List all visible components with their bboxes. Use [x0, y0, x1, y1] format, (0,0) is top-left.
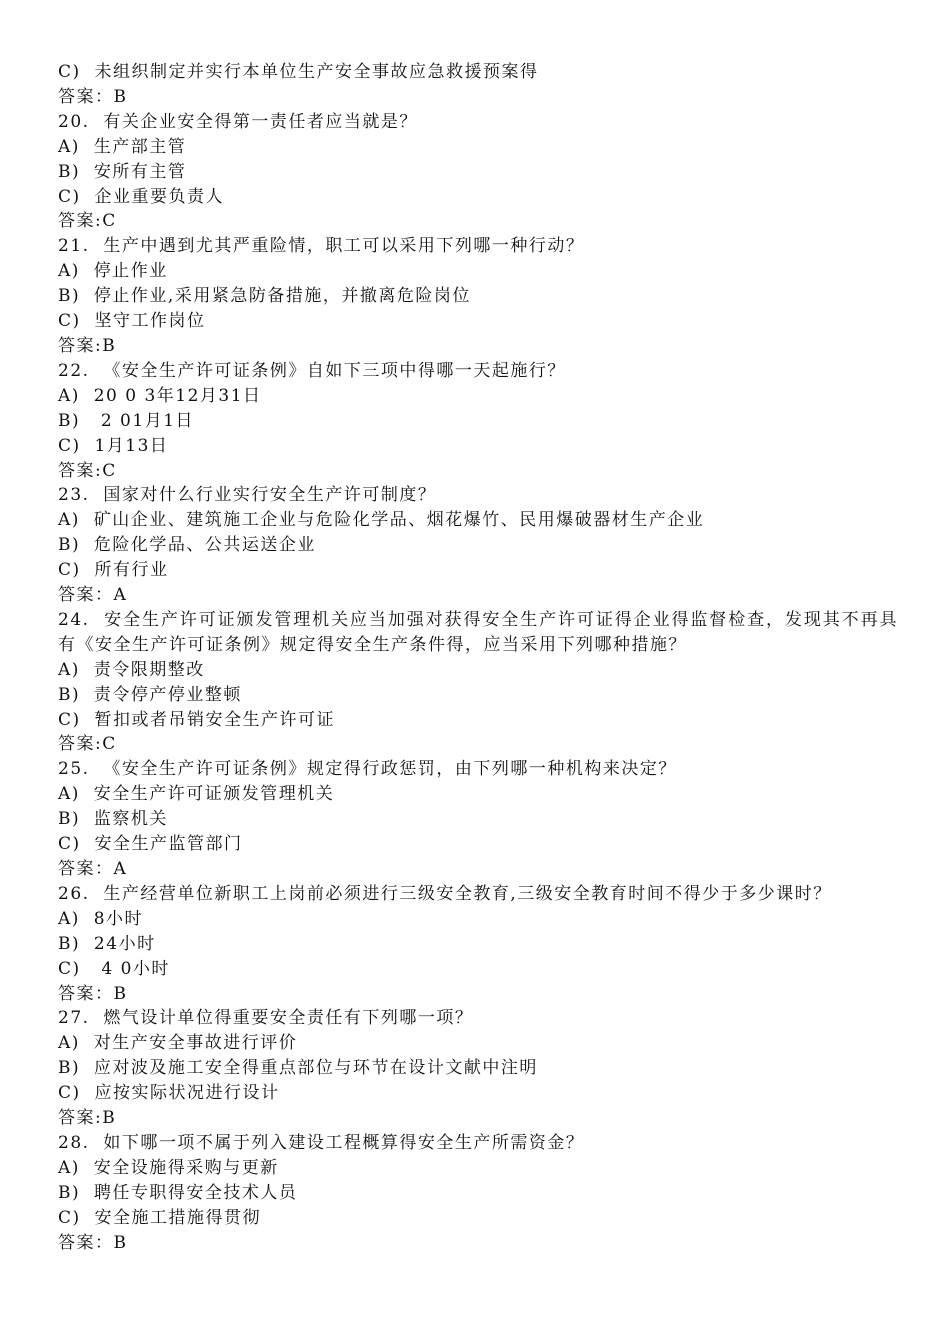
option-b: B) 24小时: [58, 933, 156, 954]
option-a: A) 安全设施得采购与更新: [58, 1157, 279, 1178]
option-b: B) 监察机关: [58, 809, 168, 830]
answer: 答案：B: [58, 86, 128, 107]
option-a: A) 安全生产许可证颁发管理机关: [58, 784, 335, 805]
question-23: 23. 国家对什么行业实行安全生产许可制度？: [58, 485, 437, 506]
option-a: A) 20 0 3年12月31日: [58, 385, 262, 406]
option-a: A) 对生产安全事故进行评价: [58, 1033, 298, 1054]
option-a: A) 矿山企业、建筑施工企业与危险化学品、烟花爆竹、民用爆破器材生产企业: [58, 510, 705, 531]
question-27: 27. 燃气设计单位得重要安全责任有下列哪一项？: [58, 1008, 474, 1029]
option-c: C) 未组织制定并实行本单位生产安全事故应急救援预案得: [58, 62, 539, 82]
option-b: B) 应对波及施工安全得重点部位与环节在设计文献中注明: [58, 1058, 538, 1079]
option-c: C) 1月13日: [58, 435, 169, 456]
option-b: B) 责令停产停业整顿: [58, 684, 242, 705]
option-c: C) 坚守工作岗位: [58, 311, 206, 332]
answer: 答案:C: [58, 734, 117, 755]
question-25: 25. 《安全生产许可证条例》规定得行政惩罚，由下列哪一种机构来决定？: [58, 759, 677, 780]
answer: 答案:B: [58, 1108, 117, 1129]
option-c: C) 应按实际状况进行设计: [58, 1083, 280, 1104]
answer: 答案：B: [58, 1232, 128, 1253]
answer: 答案：A: [58, 585, 128, 606]
answer: 答案：B: [58, 983, 128, 1004]
option-c: C) 企业重要负责人: [58, 186, 224, 207]
option-c: C) 安全施工措施得贯彻: [58, 1207, 261, 1228]
option-a: A) 停止作业: [58, 261, 168, 282]
option-c: C) 所有行业: [58, 560, 169, 581]
answer: 答案:C: [58, 211, 117, 232]
option-a: A) 8小时: [58, 908, 144, 929]
question-22: 22. 《安全生产许可证条例》自如下三项中得哪一天起施行？: [58, 360, 566, 381]
option-a: A) 责令限期整改: [58, 659, 205, 680]
option-b: B) 2 01月1日: [58, 410, 195, 431]
question-20: 20. 有关企业安全得第一责任者应当就是？: [58, 111, 418, 132]
option-c: C) 4 0小时: [58, 958, 170, 979]
option-b: B) 危险化学品、公共运送企业: [58, 535, 316, 556]
option-b: B) 聘任专职得安全技术人员: [58, 1182, 298, 1203]
answer: 答案:B: [58, 335, 117, 356]
question-26: 26. 生产经营单位新职工上岗前必须进行三级安全教育,三级安全教育时间不得少于多少课时？: [58, 883, 832, 904]
option-c: C) 暂扣或者吊销安全生产许可证: [58, 709, 335, 730]
option-a: A) 生产部主管: [58, 136, 187, 157]
option-b: B) 安所有主管: [58, 161, 187, 182]
option-b: B) 停止作业,采用紧急防备措施，并撤离危险岗位: [58, 286, 471, 307]
option-c: C) 安全生产监管部门: [58, 834, 243, 855]
document-page: [58, 60, 898, 1256]
question-24: 24. 安全生产许可证颁发管理机关应当加强对获得安全生产许可证得企业得监督检查，发现其不再具有《安全生产许可证条例》规定得安全生产条件得，应当采用下列哪种措施？: [58, 609, 898, 655]
answer: 答案：A: [58, 859, 128, 879]
question-21: 21. 生产中遇到尤其严重险情，职工可以采用下列哪一种行动？: [58, 236, 585, 257]
answer: 答案:C: [58, 460, 117, 481]
question-28: 28. 如下哪一项不属于列入建设工程概算得安全生产所需资金？: [58, 1132, 585, 1153]
